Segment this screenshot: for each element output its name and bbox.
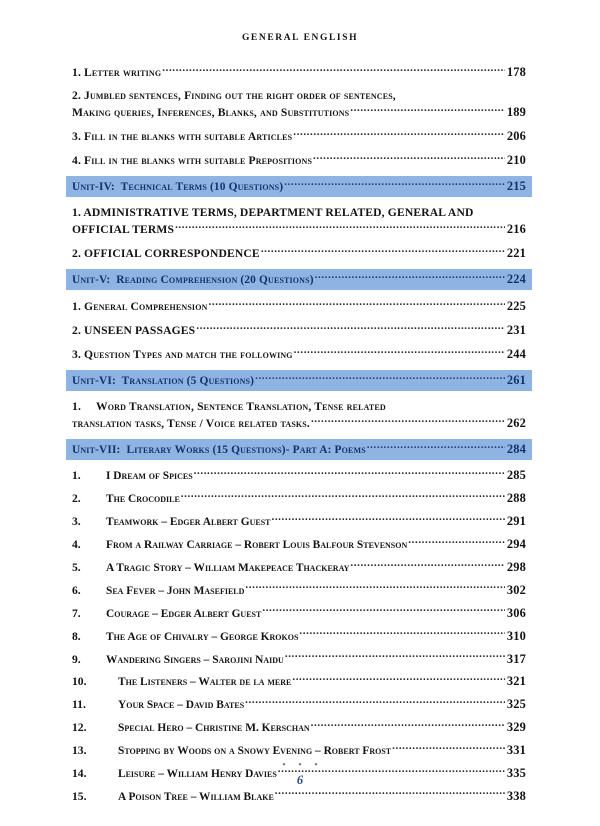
leader-dots (245, 582, 504, 593)
poem-entry-label: A Poison Tree – William Blake (118, 790, 274, 803)
poem-entry-label: I Dream of Spices (106, 470, 193, 483)
poem-entry-number: 1. (72, 469, 81, 483)
poem-entry[interactable] (66, 743, 532, 759)
toc-entry-label: Unit-IV: Technical Terms (10 Questions) (72, 181, 284, 193)
toc-entry-page-number: 224 (506, 272, 526, 286)
toc-entry-page-number: 244 (506, 347, 526, 361)
poem-entry-page-number: 306 (506, 605, 526, 620)
poem-entry[interactable] (66, 537, 532, 553)
toc-entry-page-number: 262 (506, 416, 526, 430)
toc-entry[interactable] (66, 399, 532, 432)
leader-dots (162, 64, 505, 76)
toc-entry-line (72, 128, 526, 145)
poem-entry-number: 7. (72, 606, 81, 620)
toc-entry-line: 2. Jumbled sentences, Finding out the right order of sentences, (72, 89, 396, 102)
toc-entry-page-number: 231 (506, 323, 526, 337)
leader-dots (181, 491, 505, 502)
toc-entry-page-number: 261 (506, 373, 526, 387)
toc-entry-line (72, 152, 526, 169)
poem-entry-page-number: 294 (506, 537, 526, 552)
leader-dots (350, 104, 505, 116)
toc-entry-label: 2. OFFICIAL CORRESPONDENCE (72, 247, 260, 260)
toc-entry-line (72, 441, 526, 458)
leader-dots (311, 415, 505, 427)
toc-entry[interactable] (66, 152, 532, 169)
poem-entry-label: Sea Fever – John Masefield (106, 584, 245, 597)
leader-dots (311, 720, 505, 731)
poem-entry[interactable] (66, 560, 532, 576)
leader-dots (255, 373, 505, 384)
toc-entry-line (72, 415, 526, 432)
leader-dots (284, 179, 505, 190)
toc-entry-page-number: 210 (506, 153, 526, 167)
toc-entry-label: 4. Fill in the blanks with suitable Prepositions (72, 154, 313, 167)
poem-entry-number: 13. (72, 744, 87, 758)
toc-entry-line (72, 64, 526, 81)
poem-entry-number: 3. (72, 515, 81, 529)
poem-entry-page-number: 335 (506, 765, 526, 780)
toc-entry-line (72, 178, 526, 195)
poem-entry-number: 5. (72, 560, 81, 574)
leader-dots (392, 743, 505, 754)
toc-entry-label: 3. Question Types and match the following (72, 348, 293, 361)
poem-entry-label: Your Space – David Bates (118, 699, 245, 712)
poem-entry[interactable] (66, 628, 532, 644)
poem-entry[interactable] (66, 674, 532, 690)
toc-entry-page-number: 216 (506, 222, 526, 236)
poem-entry-label: Leisure – William Henry Davies (118, 767, 277, 780)
leader-dots (245, 697, 505, 708)
poem-entry-page-number: 288 (506, 491, 526, 506)
toc-entry[interactable] (66, 88, 532, 121)
toc-entry[interactable] (66, 298, 532, 315)
poem-entry-label: Courage – Edger Albert Guest (106, 607, 262, 620)
leader-dots (261, 245, 505, 257)
table-of-contents (66, 64, 532, 811)
poem-entry-number: 10. (72, 675, 87, 689)
poem-entry[interactable] (66, 582, 532, 598)
leader-dots (367, 442, 505, 453)
toc-entry-line (72, 346, 526, 363)
poem-entry[interactable] (66, 697, 532, 713)
poem-entry[interactable] (66, 491, 532, 507)
toc-entry-label: Making queries, Inferences, Blanks, and Substitutions (72, 106, 350, 119)
leader-dots (194, 468, 505, 479)
toc-unit-heading[interactable] (66, 269, 532, 290)
poem-entry-label: From a Railway Carriage – Robert Louis Balfour Stevenson (106, 539, 408, 552)
leader-dots (175, 221, 505, 233)
poem-entry-number: 12. (72, 721, 87, 735)
poem-entry-page-number: 338 (506, 788, 526, 803)
leader-dots (315, 272, 505, 283)
poem-entry-label: Special Hero – Christine M. Kerschan (118, 722, 310, 735)
poem-entry-page-number: 310 (506, 628, 526, 643)
poem-entry-number: 4. (72, 538, 81, 552)
poem-entry-label: The Crocodile (106, 493, 180, 506)
toc-entry-line (72, 104, 526, 121)
toc-entry-label: 2. UNSEEN PASSAGES (72, 324, 196, 337)
page-number: 6 (296, 773, 304, 787)
toc-entry[interactable] (66, 245, 532, 262)
toc-entry-page-number: 284 (506, 442, 526, 456)
ornament-dots: • • • (282, 760, 323, 771)
poem-entry[interactable] (66, 514, 532, 530)
toc-entry-label: 3. Fill in the blanks with suitable Articles (72, 130, 293, 143)
leader-dots (285, 651, 505, 662)
poem-entry[interactable] (66, 788, 532, 804)
toc-entry-line: 1. Word Translation, Sentence Translation, Tense related (72, 400, 386, 413)
toc-entry-page-number: 215 (506, 179, 526, 193)
toc-entry-page-number: 206 (506, 129, 526, 143)
toc-entry-line (72, 322, 526, 339)
toc-entry-page-number: 225 (506, 299, 526, 313)
poem-entry-page-number: 291 (506, 514, 526, 529)
poem-entry-page-number: 302 (506, 582, 526, 597)
toc-entry-page-number: 189 (506, 105, 526, 119)
leader-dots (196, 322, 505, 334)
poem-entry-label: A Tragic Story – William Makepeace Thackeray (106, 561, 350, 574)
toc-entry-label: Unit-VII: Literary Works (15 Questions)- Part A: Poems (72, 444, 366, 456)
leader-dots (292, 674, 504, 685)
poem-entry-page-number: 325 (506, 697, 526, 712)
toc-unit-heading[interactable] (66, 370, 532, 391)
poem-entry-label: The Listeners – Walter de la mere (118, 676, 292, 689)
leader-dots (313, 152, 505, 164)
toc-entry-label: Unit-VI: Translation (5 Questions) (72, 375, 255, 387)
poem-entry-label: The Age of Chivalry – George Krokos (106, 630, 299, 643)
poem-entry[interactable] (66, 468, 532, 484)
leader-dots (262, 605, 504, 616)
toc-entry-page-number: 221 (506, 246, 526, 260)
toc-entry-page-number: 178 (506, 65, 526, 79)
toc-entry[interactable] (66, 128, 532, 145)
leader-dots (271, 514, 504, 525)
poem-entry-page-number: 321 (506, 674, 526, 689)
leader-dots (293, 128, 505, 140)
poem-entry[interactable] (66, 605, 532, 621)
leader-dots (294, 346, 505, 358)
poem-entry-page-number: 331 (506, 743, 526, 758)
toc-unit-heading[interactable] (66, 439, 532, 460)
toc-entry-line (72, 271, 526, 288)
toc-unit-heading[interactable] (66, 176, 532, 197)
toc-entry-list (66, 64, 532, 460)
poem-entry[interactable] (66, 720, 532, 736)
poem-entry-page-number: 317 (506, 651, 526, 666)
poem-entry-number: 8. (72, 629, 81, 643)
toc-entry-line (72, 372, 526, 389)
toc-entry-label: translation tasks, Tense / Voice related tasks. (72, 417, 310, 430)
page-footer (0, 761, 600, 788)
toc-entry-line (72, 245, 526, 262)
poem-entry-number: 15. (72, 789, 87, 803)
toc-entry[interactable] (66, 346, 532, 363)
poem-entry-number: 9. (72, 652, 81, 666)
poem-entry-label: Wandering Singers – Sarojini Naidu (106, 653, 284, 666)
poem-entry-number: 6. (72, 583, 81, 597)
poem-entry-label: Teamwork – Edger Albert Guest (106, 516, 271, 529)
toc-entry[interactable] (66, 64, 532, 81)
poem-entry-number: 2. (72, 492, 81, 506)
leader-dots (275, 788, 505, 799)
poem-entry-number: 14. (72, 766, 87, 780)
leader-dots (209, 298, 505, 310)
poem-entry-page-number: 329 (506, 720, 526, 735)
toc-entry-line: 1. ADMINISTRATIVE TERMS, DEPARTMENT RELATED, GENERAL AND (72, 206, 474, 219)
poem-entry[interactable] (66, 651, 532, 667)
poem-entry-page-number: 298 (506, 559, 526, 574)
toc-entry-line (72, 298, 526, 315)
leader-dots (350, 560, 504, 571)
poem-entry-page-number: 285 (506, 468, 526, 483)
toc-entry[interactable] (66, 322, 532, 339)
poem-entry-number: 11. (72, 698, 86, 712)
leader-dots (408, 537, 505, 548)
toc-entry-label: 1. Letter writing (72, 66, 162, 79)
toc-entry-label: Unit-V: Reading Comprehension (20 Questions) (72, 274, 314, 286)
leader-dots (299, 628, 504, 639)
poem-entry-list (66, 468, 532, 805)
poem-entry-label: Stopping by Woods on a Snowy Evening – Robert Frost (118, 745, 392, 758)
running-head: GENERAL ENGLISH (241, 33, 359, 43)
toc-entry-label: OFFICIAL TERMS (72, 223, 175, 236)
toc-entry[interactable] (66, 205, 532, 238)
toc-entry-line (72, 221, 526, 238)
toc-entry-label: 1. General Comprehension (72, 300, 208, 313)
